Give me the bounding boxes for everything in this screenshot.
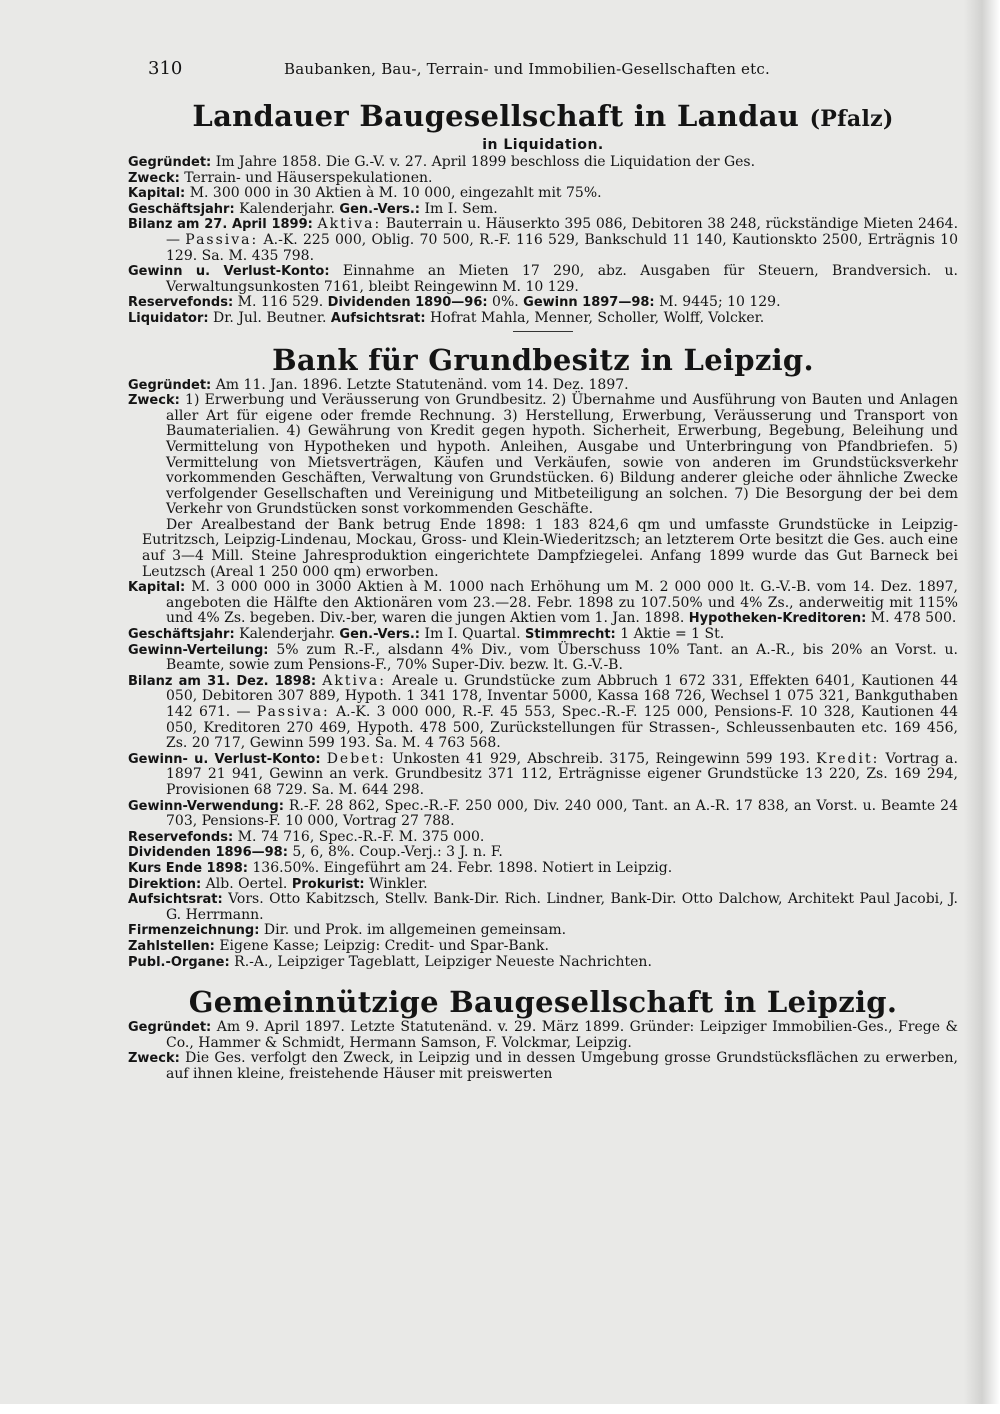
- entry-kurs: Kurs Ende 1898: 136.50%. Eingeführt am 24. Febr. 1898. Notiert in Leipzig.: [128, 859, 673, 876]
- entry-kapital: Kapital: M. 300 000 in 30 Aktien à M. 10 000, eingezahlt mit 75%.: [128, 185, 602, 202]
- entry-publ-organe: Publ.-Organe: R.-A., Leipziger Tageblatt, Leipziger Neueste Nachrichten.: [128, 953, 652, 970]
- entry-bilanz: Bilanz am 27. April 1899: Aktiva: Bauterrain u. Häuserkto 395 086, Debitoren 38 248, rückständige Mieten 2464. — Passiva: A.-K. 225 000, Oblig. 70 500, R.-F. 116 529, Bankschuld 11 140, Kautionskto 2500, Erträgnis 10 129. Sa. M. 435 798.: [128, 216, 959, 264]
- entry-bilanz: Bilanz am 31. Dez. 1898: Aktiva: Areale u. Grundstücke zum Abbruch 1 672 331, Effekten 6401, Kautionen 44 050, Debitoren 307 889, Hypoth. 1 341 178, Inventar 5000, Kassa 168 726, Wechsel 1 075 321, Bankguthaben 142 671. — Passiva: A.-K. 3 000 000, R.-F. 45 553, Spec.-R.-F. 125 000, Pensions-F. 10 328, Kautionen 44 050, Kreditoren 270 469, Hypoth. 478 500, Zurückstellungen für Strassen-, Schleussenbauten etc. 169 456, Zs. 20 717, Gewinn 599 193. Sa. M. 4 763 568.: [128, 672, 959, 752]
- entry-gewinn-verwendung: Gewinn-Verwendung: R.-F. 28 862, Spec.-R.-F. 250 000, Div. 240 000, Tant. an A.-R. 17 838, an Vorst. u. Beamte 24 703, Pensions-F. 10 000, Vortrag 27 788.: [128, 797, 958, 830]
- entry-reservefonds: Reservefonds: M. 74 716, Spec.-R.-F. M. 375 000.: [128, 828, 485, 845]
- entry-aufsichtsrat: Aufsichtsrat: Vors. Otto Kabitzsch, Stellv. Bank-Dir. Rich. Lindner, Bank-Dir. Otto Dalchow, Architekt Paul Jacobi, J. G. Herrmann.: [128, 891, 958, 923]
- entry-zweck: Zweck: 1) Erwerbung und Veräusserung von Grundbesitz. 2) Übernahme und Ausführung von Bauten und Anlagen aller Art für eigene oder fremde Rechnung. 3) Herstellung, Erwerbung, Veräusserung und Transport von Baumaterialien. 4) Gewährung von Kredit gegen hypoth. Sicherheit, Erwerbung, Begebung, Beleihung und Vermittelung von Hypotheken und hypoth. Anleihen, Ausgabe und Unterbringung von Pfandbriefen. 5) Vermittelung von Mietsverträgen, Käufen und Verkäufen, sowie von anderen im Grundstücksverkehr vorkommenden Geschäften, Verwaltung von Grundstücken. 6) Bildung anderer gleiche oder ähnliche Zwecke verfolgender Gesellschaften und Vereinigung und Mitbeteiligung an solchen. 7) Die Besorgung der bei dem Verkehr von Grundstücken sonst vorkommenden Geschäfte.: [128, 392, 958, 518]
- section-title: Landauer Baugesellschaft in Landau (Pfalz): [192, 99, 894, 133]
- entry-geschaeftsjahr: Geschäftsjahr: Kalenderjahr. Gen.-Vers.: Im I. Quartal. Stimmrecht: 1 Aktie = 1 St.: [128, 626, 725, 643]
- page-bottom-margin: [0, 1404, 1000, 1414]
- entry-zahlstellen: Zahlstellen: Eigene Kasse; Leipzig: Credit- und Spar-Bank.: [128, 937, 549, 954]
- entry-kapital: Kapital: M. 3 000 000 in 3000 Aktien à M. 1000 nach Erhöhung um M. 2 000 000 lt. G.-V.-B. vom 14. Dez. 1897, angeboten die Hälfte den Aktionären vom 23.—28. Febr. 1898 zu 107.50% und 4% Zs., anderweitig mit 115% und 4% Zs. begeben. Div.-ber, waren die jungen Aktien vom 1. Jan. 1898. Hypotheken-Kreditoren: M. 478 500.: [128, 579, 958, 627]
- page-content: [128, 56, 958, 1082]
- section-bank-fuer-grundbesitz: [128, 342, 958, 971]
- running-header: [128, 56, 958, 84]
- entry-geschaeftsjahr: Geschäftsjahr: Kalenderjahr. Gen.-Vers.: Im I. Sem.: [128, 200, 498, 217]
- section-divider: [513, 331, 573, 332]
- running-title: Baubanken, Bau-, Terrain- und Immobilien-Gesellschaften etc.: [284, 60, 770, 78]
- entry-reservefonds: Reservefonds: M. 116 529. Dividenden 1890—96: 0%. Gewinn 1897—98: M. 9445; 10 129.: [128, 294, 781, 311]
- section-title-suffix: (Pfalz): [809, 106, 894, 132]
- entry-gegruendet: Gegründet: Am 9. April 1897. Letzte Statutenänd. v. 29. März 1899. Gründer: Leipziger Immobilien-Ges., Frege & Co., Hammer & Schmidt, Hermann Samson, F. Volckmar, Leipzig.: [128, 1019, 958, 1051]
- entry-gewinn-verteilung: Gewinn-Verteilung: 5% zum R.-F., alsdann 4% Div., vom Überschuss 10% Tant. an A.-R., bis 20% an Vorst. u. Beamte, sowie zum Pensions-F., 70% Super-Div. bezw. lt. G.-V.-B.: [128, 641, 958, 674]
- entry-direktion: Direktion: Alb. Oertel. Prokurist: Winkler.: [128, 875, 428, 892]
- page-number: 310: [148, 58, 183, 79]
- page-edge-shadow: [964, 0, 1000, 1414]
- entry-gegruendet: Gegründet: Im Jahre 1858. Die G.-V. v. 27. April 1899 beschloss die Liquidation der Ges.: [128, 154, 756, 170]
- section-landauer-baugesellschaft: [128, 98, 958, 327]
- entry-gewinn-verlust: Gewinn u. Verlust-Konto: Einnahme an Mieten 17 290, abz. Ausgaben für Steuern, Brandversich. u. Verwaltungsunkosten 7161, bleibt Reingewinn M. 10 129.: [128, 263, 958, 295]
- entry-zweck: Zweck: Terrain- und Häuserspekulationen.: [128, 169, 433, 186]
- entry-gegruendet: Gegründet: Am 11. Jan. 1896. Letzte Statutenänd. vom 14. Dez. 1897.: [128, 376, 629, 393]
- entry-arealbestand: Der Arealbestand der Bank betrug Ende 1898: 1 183 824,6 qm und umfasste Grundstücke in Leipzig-Eutritzsch, Leipzig-Lindenau, Mockau, Gross- und Klein-Wiederitzsch; an letzterem Orte besitzt die Ges. auch eine auf 3—4 Mill. Steine Jahresproduktion eingerichtete Dampfziegelei. Anfang 1899 wurde das Gut Barneck bei Leutzsch (Areal 1 250 000 qm) erworben.: [142, 516, 958, 580]
- entry-liquidator: Liquidator: Dr. Jul. Beutner. Aufsichtsrat: Hofrat Mahla, Menner, Scholler, Wolff, Volcker.: [128, 309, 765, 326]
- section-title: Bank für Grundbesitz in Leipzig.: [272, 342, 814, 377]
- entry-dividenden: Dividenden 1896—98: 5, 6, 8%. Coup.-Verj.: 3 J. n. F.: [128, 844, 503, 861]
- section-title: Gemeinnützige Baugesellschaft in Leipzig.: [188, 985, 898, 1020]
- entry-gewinn-verlust: Gewinn- u. Verlust-Konto: Debet: Unkosten 41 929, Abschreib. 3175, Reingewinn 599 193. Kredit: Vortrag a. 1897 21 941, Gewinn an verk. Grundbesitz 371 112, Erträgnisse eigener Grundstücke 13 220, Zs. 169 294, Provisionen 68 729. Sa. M. 644 298.: [128, 750, 958, 798]
- entry-zweck: Zweck: Die Ges. verfolgt den Zweck, in Leipzig und in dessen Umgebung grosse Grundstücksflächen zu erwerben, auf ihnen kleine, freistehende Häuser mit preiswerten: [128, 1050, 958, 1082]
- section-gemeinnuetzige-baugesellschaft: [128, 984, 958, 1082]
- section-subtitle: in Liquidation.: [482, 137, 604, 153]
- entry-firmenzeichnung: Firmenzeichnung: Dir. und Prok. im allgemeinen gemeinsam.: [128, 922, 567, 939]
